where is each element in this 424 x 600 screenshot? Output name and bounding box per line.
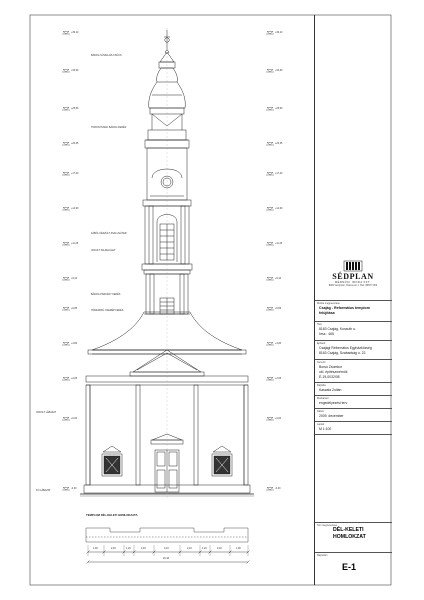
drawn-value: Kaszala Zoltán	[319, 388, 342, 392]
level-label: +4,80	[275, 342, 282, 345]
company-logo	[324, 260, 382, 292]
project-label: Munka megnevezése	[317, 302, 340, 305]
dimension-value: 1,20	[202, 547, 207, 550]
sheet-title	[333, 527, 366, 540]
level-label: +17,40	[275, 172, 283, 175]
church-facade	[80, 350, 254, 496]
level-marker	[63, 418, 69, 421]
level-label: +6,85	[275, 307, 282, 310]
level-label: +14,60	[275, 207, 283, 210]
level-marker	[63, 108, 69, 111]
level-marker	[63, 70, 69, 73]
dimension-value: 1,20	[126, 547, 131, 550]
level-marker	[63, 343, 69, 346]
level-label: +17,40	[71, 172, 79, 175]
scale-value: M 1:100	[319, 427, 332, 431]
client-line-2: 8163 Csajág, Szabadság u. 22.	[319, 351, 367, 355]
level-marker	[63, 143, 69, 146]
title-block	[314, 15, 392, 585]
level-marker	[267, 378, 273, 381]
logo-emblem-icon	[324, 260, 382, 272]
site-line-1: 8163 Csajág, Kossuth u.	[319, 327, 356, 331]
level-marker	[267, 343, 273, 346]
sheet-no-label: Rajzszám	[317, 554, 328, 557]
level-marker	[63, 378, 69, 381]
level-marker	[267, 173, 273, 176]
level-label: +20,35	[275, 142, 283, 145]
level-label: +14,60	[71, 207, 79, 210]
level-label: +2,65	[71, 377, 78, 380]
project-title-2: felújítása	[319, 311, 335, 315]
level-marker	[63, 173, 69, 176]
logo-address: 8000 Veszprém, Óváros tér 1. TEL: 88/577-000	[328, 285, 378, 287]
dimension-value: 2,40	[217, 547, 222, 550]
level-marker	[63, 208, 69, 211]
note-spire: TORONYSISAK BÁDOG FEDÉS	[91, 126, 127, 129]
level-label: +2,65	[275, 377, 282, 380]
level-marker	[267, 488, 273, 491]
dimension-value: 1,90	[236, 547, 241, 550]
level-label: +9,10	[275, 277, 282, 280]
dimension-value: 1,90	[93, 547, 98, 550]
level-label: +25,50	[275, 107, 283, 110]
level-label: +39,10	[275, 31, 283, 34]
site-line-2: hrsz.: 465	[319, 332, 334, 336]
sheet-title-line-2: HOMLOKZAT	[333, 533, 366, 540]
level-label: +11,45	[275, 242, 283, 245]
designer-line-1: Borsu Zsombor	[319, 365, 343, 369]
designer-line-2: okl. építészmérnök	[319, 370, 348, 374]
level-label: +11,45	[71, 242, 79, 245]
note-stone-plinth: KŐ LÁBAZAT	[36, 489, 51, 492]
level-label: +0,00	[275, 417, 282, 420]
sheet-title-label: Terv megnevezése	[317, 524, 338, 527]
note-roof: HÓDFARKÚ CSERÉP FEDÉS	[91, 309, 124, 312]
level-label: +9,10	[71, 277, 78, 280]
dimension-value: 2,40	[111, 547, 116, 550]
level-marker	[267, 143, 273, 146]
level-label: +4,80	[71, 342, 78, 345]
logo-brand: SÉDPLAN	[332, 272, 374, 281]
level-label: +0,00	[71, 417, 78, 420]
note-finial: BÁDOG SÜVEG ÉS CSÚCS	[91, 54, 122, 57]
dimension-value: 2,40	[187, 547, 192, 550]
level-label: -0,30	[275, 487, 281, 490]
level-label: +20,35	[71, 142, 79, 145]
designer-line-3: É-19-0032/08	[319, 375, 340, 379]
level-label: +33,60	[275, 69, 283, 72]
level-markers	[62, 31, 283, 490]
section-title: TEMPLOM DÉL-KELETI HOMLOKZATA	[86, 513, 138, 517]
client-line-1: Csajági Református Egyházközség	[319, 346, 372, 350]
note-shutter: FÁBÓL KÉSZÜLT ZSALUGÁTER	[91, 232, 127, 235]
client-label: Építtető	[317, 342, 326, 345]
level-label: +6,85	[71, 307, 78, 310]
level-label: +33,60	[71, 69, 79, 72]
note-wall: VAKOLT FALFELÜLET	[91, 249, 116, 252]
note-plinth: VAKOLT LÁBAZAT	[36, 411, 57, 414]
phase-value: engedélyezési terv	[319, 401, 348, 405]
note-cornice: BÁDOG PÁRKÁNY FEDÉS	[91, 293, 121, 296]
date-label: Dátum	[317, 410, 325, 413]
designer-label: Tervező	[317, 361, 326, 364]
level-marker	[267, 418, 273, 421]
level-marker	[63, 488, 69, 491]
site-label: Hely	[317, 323, 322, 326]
logo-sub: MÉRNÖKI IRODA KFT.	[335, 281, 371, 284]
level-marker	[267, 308, 273, 311]
project-title-1: Csajág - Református templom	[319, 306, 370, 310]
level-marker	[267, 108, 273, 111]
level-marker	[267, 32, 273, 35]
level-marker	[267, 243, 273, 246]
level-marker	[63, 278, 69, 281]
phase-label: Munkarész	[317, 397, 329, 400]
level-marker	[63, 32, 69, 35]
dimension-value: 2,40	[141, 547, 146, 550]
level-label: +39,10	[71, 31, 79, 34]
level-marker	[63, 308, 69, 311]
level-label: +25,50	[71, 107, 79, 110]
level-marker	[267, 208, 273, 211]
sheet-title-line-1: DÉL-KELETI	[333, 527, 364, 533]
scale-label: Lépték	[317, 423, 325, 426]
level-label: -0,30	[71, 487, 77, 490]
sheet-number: E-1	[342, 562, 357, 572]
level-marker	[267, 70, 273, 73]
date-value: 2009. december	[319, 414, 344, 418]
drawn-label: Rajzolta	[317, 384, 326, 387]
level-marker	[63, 243, 69, 246]
dimension-total: 20,18	[163, 557, 169, 560]
level-marker	[267, 278, 273, 281]
dimension-value: 3,10	[164, 547, 169, 550]
